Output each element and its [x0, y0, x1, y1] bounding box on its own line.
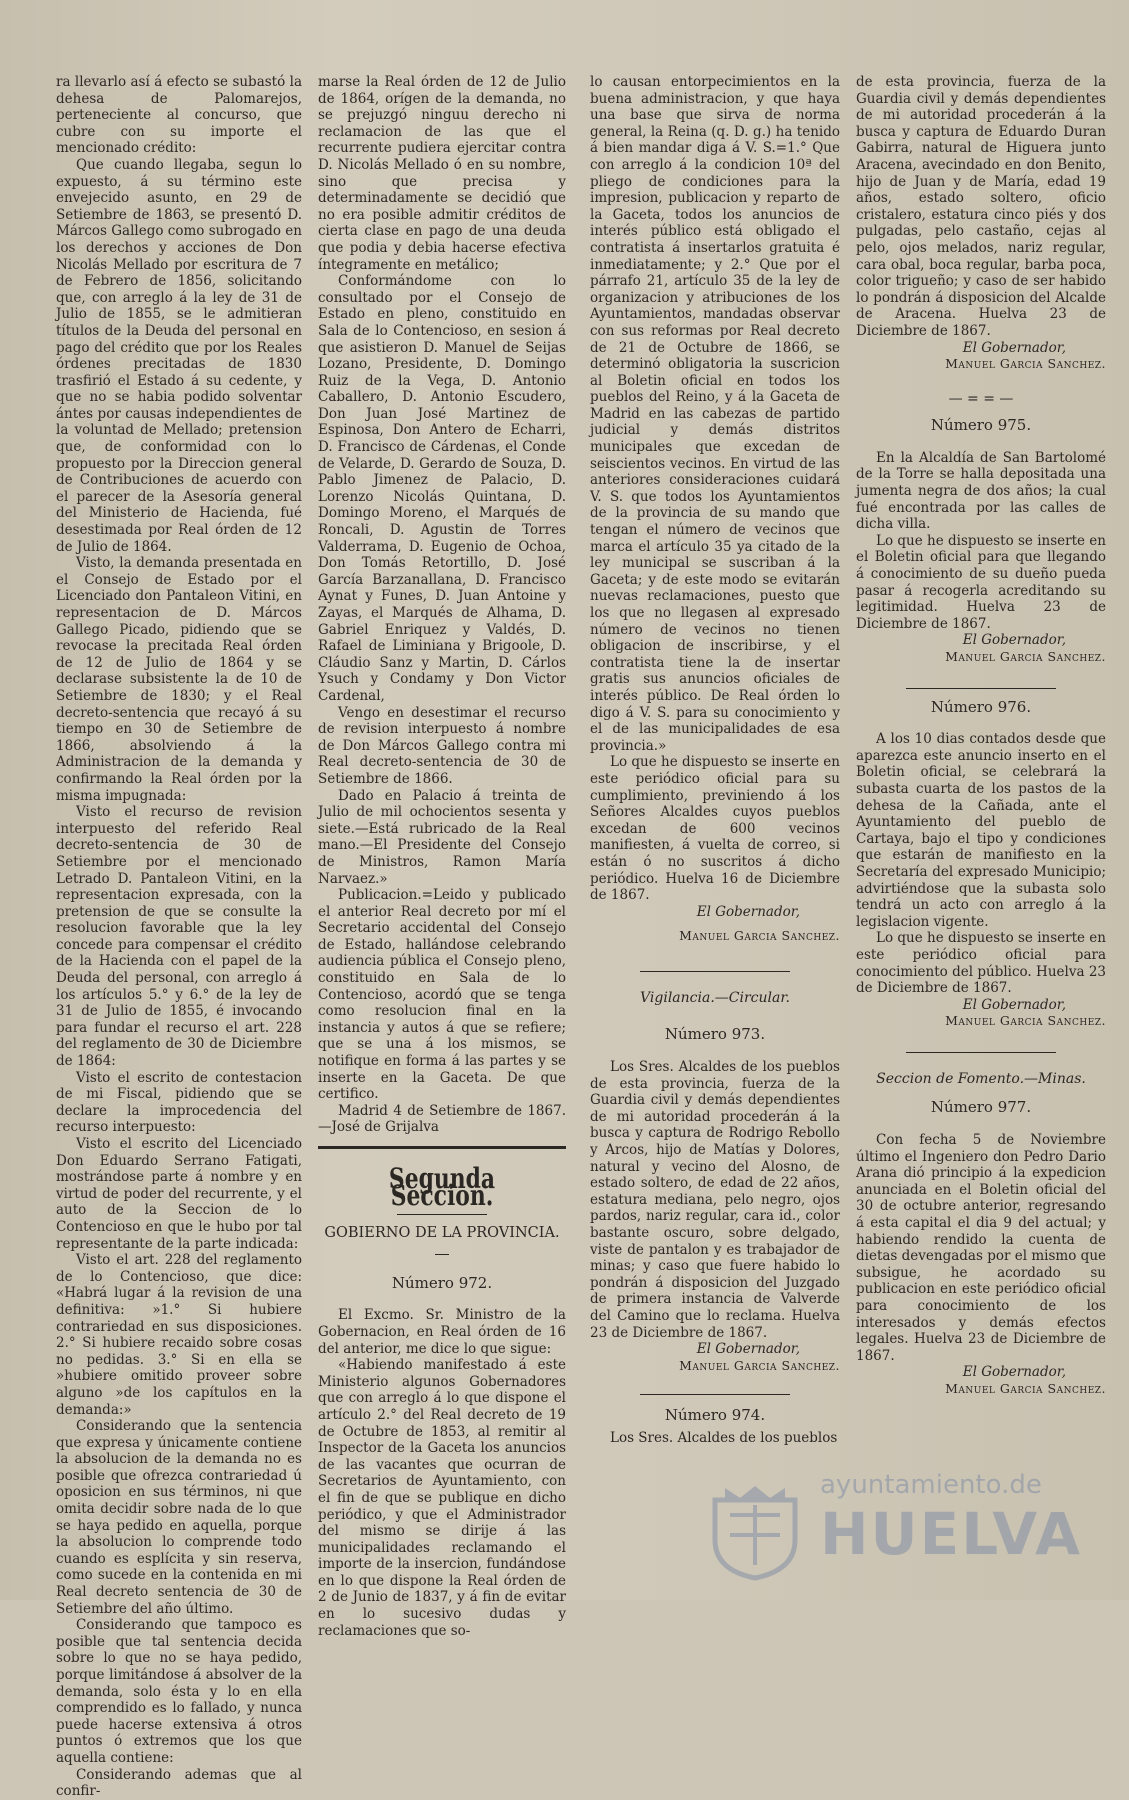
watermark: [700, 1470, 1083, 1590]
paragraph: Visto el escrito del Licenciado Don Eduardo Serrano Fatigati, mostrándose parte á nombre y en virtud de poder del recurrente, y el auto de la Seccion de lo Contencioso en que le hubo por tal representante de la parte indicada:: [56, 1136, 302, 1252]
paragraph: A los 10 dias contados desde que aparezca este anuncio inserto en el Boletin oficial, se celebrará la subasta cuarta de los pastos de la dehesa de la Cañada, ante el Ayuntamiento del pueblo de Cartaya, bajo el tipo y condiciones que estarán de manifiesto en la Secretaría del expresado Municipio; advirtiéndose que la subasta solo tendrá un acto con arreglo á la legislacion vigente.: [856, 731, 1106, 930]
section-divider: [318, 1146, 566, 1149]
notice-number: Número 974.: [664, 1406, 766, 1425]
column-3: [590, 74, 840, 1594]
paragraph: «Habiendo manifestado á este Ministerio algunos Gobernadores que con arreglo á lo que dispone el artículo 2.° del Real decreto de 19 de Octubre de 1853, al remitir al Inspector de la Gaceta los anuncios de las vacantes que ocurran de Secretarios de Ayuntamiento, con el fin de que se publique en dicho periódico, y que el Administrador del mismo se dirije á las municipalidades reclamando el importe de la insercion, fundándose en lo que dispone la Real órden de 2 de Junio de 1837, y á fin de evitar en lo sucesivo dudas y reclamaciones que so-: [318, 1357, 566, 1639]
signature-role: El Gobernador,: [962, 1364, 1066, 1381]
paragraph: Vengo en desestimar el recurso de revision interpuesto á nombre de Don Márcos Gallego contra mi Real decreto-sentencia de 30 de Setiembre de 1866.: [318, 704, 566, 787]
paragraph: marse la Real órden de 12 de Julio de 1864, orígen de la demanda, no se prejuzgó ninguu derecho ni reclamacion de las que el recurrente pudiera ejercitar contra D. Nicolás Mellado ó en su nombre, sino que precisa y determinadamente se decidió que no era posible admitir créditos de cierta clase en pago de una deuda que podia y debia hacerse efectiva íntegramente en metálico;: [318, 74, 566, 273]
notice-number: Número 976.: [930, 697, 1032, 716]
paragraph: El Excmo. Sr. Ministro de la Gobernacion, en Real órden de 16 del anterior, me dice lo que sigue:: [318, 1307, 566, 1357]
signature-name: Manuel Garcia Sanchez.: [679, 928, 840, 944]
government-heading: GOBIERNO DE LA PROVINCIA.: [324, 1225, 560, 1242]
divider: [906, 688, 1056, 689]
column-1: [56, 74, 302, 1800]
divider: [435, 1254, 449, 1255]
watermark-line-1: ayuntamiento.de: [820, 1470, 1042, 1500]
paragraph: Publicacion.=Leido y publicado el anterior Real decreto por mí el Secretario accidental del Consejo de Estado, hallándose celebrando audiencia pública el Consejo pleno, constituido en Sala de lo Contencioso, acordó que se tenga como resolucion final en la instancia y autos á que se refiere; que se una á los mismos, se notifique en forma á las partes y se inserte en la Gaceta. De que certifico.: [318, 887, 566, 1103]
notice-number: Número 975.: [930, 416, 1032, 435]
watermark-line-2: HUELVA: [820, 1500, 1083, 1568]
paragraph: Madrid 4 de Setiembre de 1867.—José de Grijalva: [318, 1102, 566, 1136]
column-4: [856, 74, 1106, 1594]
paragraph: En la Alcaldía de San Bartolomé de la Torre se halla depositada una jumenta negra de dos años; la cual fué encontrada por las calles de dicha villa.: [856, 449, 1106, 533]
signature-name: Manuel Garcia Sanchez.: [679, 1357, 840, 1373]
paragraph: Lo que he dispuesto se inserte en el Boletin oficial para que llegando á conocimiento de su dueño pueda pasar á recogerla acreditando su legitimidad. Huelva 23 de Diciembre de 1867.: [856, 532, 1106, 632]
divider: [397, 1214, 487, 1215]
section-title: Segunda Seccion.: [388, 1162, 496, 1212]
signature-role: El Gobernador,: [696, 903, 800, 920]
crest-icon: [700, 1480, 810, 1580]
signature-name: Manuel Garcia Sanchez.: [945, 649, 1106, 664]
signature-role: El Gobernador,: [962, 996, 1066, 1013]
signature-name: Manuel Garcia Sanchez.: [945, 1380, 1106, 1396]
paragraph: ra llevarlo así á efecto se subastó la dehesa de Palomarejos, perteneciente al concurso, que cubre con su importe el mencionado crédito:: [56, 74, 302, 157]
signature-name: Manuel Garcia Sanchez.: [945, 1013, 1106, 1029]
paragraph: Dado en Palacio á treinta de Julio de mil ochocientos sesenta y siete.—Está rubricado de la Real mano.—El Presidente del Consejo de Ministros, Ramon María Narvaez.»: [318, 787, 566, 887]
paragraph: Con fecha 5 de Noviembre último el Ingeniero don Pedro Dario Arana dió principio á la expedicion anunciada en el Boletin oficial del 30 de octubre anterior, regresando á esta capital el dia 9 del actual; y habiendo rendido la cuenta de dietas devengadas por el mismo que subsigue, he acordado su publicacion en este periódico oficial para conocimiento de los interesados y demás efectos legales. Huelva 23 de Diciembre de 1867.: [856, 1132, 1106, 1364]
paragraph: Los Sres. Alcaldes de los pueblos: [610, 1429, 838, 1446]
paragraph: de esta provincia, fuerza de la Guardia civil y demás dependientes de mi autoridad procederán á la busca y captura de Eduardo Duran Gabirra, natural de Higuera junto Aracena, avecindado en don Benito, hijo de Juan y de María, edad 19 años, estado soltero, oficio cristalero, estatura cinco piés y dos pulgadas, pelo castaño, cejas al pelo, ojos melados, nariz regular, cara obal, boca regular, barba poca, color trigueño; y caso de ser habido lo pondrán á disposicion del Alcalde de Aracena. Huelva 23 de Diciembre de 1867.: [856, 74, 1106, 339]
section-heading: Vigilancia.—Circular.: [640, 989, 790, 1006]
signature-role: El Gobernador,: [962, 632, 1066, 649]
notice-number: Número 972.: [391, 1273, 493, 1292]
paragraph: Visto el escrito de contestacion de mi Fiscal, pidiendo que se declare la improcedencia del recurso interpuesto:: [56, 1069, 302, 1136]
paragraph: Considerando que tampoco es posible que tal sentencia decida sobre lo que no se haya pedido, porque limitándose á absolver de la demanda, solo ésta y lo en ella comprendido es lo fallado, y nunca puede hacerse extensiva á otros puntos ó extremos que los que aquella contiene:: [56, 1617, 302, 1766]
divider: [640, 971, 790, 972]
divider: — = = —: [948, 390, 1014, 407]
paragraph: Visto el art. 228 del reglamento de lo Contencioso, que dice: «Habrá lugar á la revision de una definitiva: »1.° Si hubiere contrariedad en sus disposiciones. 2.° Si hubiere recaido sobre cosas no pedidas. 3.° Si en ella se »hubiere omitido proveer sobre alguno »de los capítulos en la demanda:»: [56, 1252, 302, 1418]
paragraph: Los Sres. Alcaldes de los pueblos de esta provincia, fuerza de la Guardia civil y demás dependientes de mi autoridad procederán á la busca y captura de Rodrigo Rebollo y Arcos, hijo de Matías y Dolores, natural y vecino del Alosno, de estado soltero, de edad de 22 años, estatura mediana, pelo negro, ojos pardos, nariz regular, cara id., color bastante oscuro, sobre delgado, viste de pantalon y es trabajador de minas; y caso que fuere habido lo pondrán á disposicion del Juzgado de primera instancia de Valverde del Camino que lo reclama. Huelva 23 de Diciembre de 1867.: [590, 1059, 840, 1341]
paragraph: Conformándome con lo consultado por el Consejo de Estado en pleno, constituido en Sala de lo Contencioso, en sesion á que asistieron D. Manuel de Seijas Lozano, Presidente, D. Domingo Ruiz de la Vega, D. Antonio Caballero, D. Antonio Escudero, Don Juan José Martinez de Espinosa, Don Antero de Echarri, D. Francisco de Cárdenas, el Conde de Velarde, D. Gerardo de Souza, D. Pablo Jimenez de Palacio, D. Lorenzo Nicolás Quintana, D. Domingo Moreno, el Marqués de Roncali, D. Agustin de Torres Valderrama, D. Eugenio de Ochoa, Don Tomás Retortillo, D. José García Barzanallana, D. Francisco Aynat y Funes, D. Juan Antoine y Zayas, el Marqués de Alhama, D. Gabriel Enriquez y Valdés, D. Rafael de Liminiana y Brigoole, D. Cláudio Sanz y Martin, D. Cárlos Ysuch y Condamy y Don Victor Cardenal,: [318, 273, 566, 704]
paragraph: Considerando ademas que al confir-: [56, 1766, 302, 1800]
paragraph: Lo que he dispuesto se inserte en este periódico oficial para su cumplimiento, previniendo á los Señores Alcaldes cuyos pueblos excedan de 600 vecinos manifiesten, á vuelta de correo, si están ó no suscritos á dicho periódico. Huelva 16 de Diciembre de 1867.: [590, 754, 840, 904]
notice-number: Número 977.: [930, 1098, 1032, 1117]
section-heading: Seccion de Fomento.—Minas.: [876, 1070, 1086, 1087]
paragraph: Visto el recurso de revision interpuesto del referido Real decreto-sentencia de 30 de Setiembre por el mencionado Letrado D. Pantaleon Vitini, en la representacion expresada, con la pretension de que se consulte la resolucion favorable que la ley concede para compensar el crédito de la Hacienda con el papel de la Deuda del personal, con arreglo á los artículos 5.° y 6.° de la ley de 31 de Julio de 1855, é invocando para fundar el recurso el art. 228 del reglamento de 30 de Diciembre de 1864:: [56, 804, 302, 1070]
paragraph: Visto, la demanda presentada en el Consejo de Estado por el Licenciado don Pantaleon Vitini, en representacion de D. Márcos Gallego Picado, pidiendo que se revocase la precitada Real órden de 12 de Julio de 1864 y se declarase subsistente la de 10 de Setiembre de 1830; y el Real decreto-sentencia que recayó á su tiempo en 30 de Setiembre de 1866, absolviendo á la Administracion de la demanda y confirmando la Real órden por la misma impugnada:: [56, 555, 302, 804]
divider: [906, 1052, 1056, 1053]
signature-role: El Gobernador,: [696, 1341, 800, 1358]
notice-number: Número 973.: [664, 1025, 766, 1044]
paragraph: Que cuando llegaba, segun lo expuesto, á su término este envejecido asunto, en 29 de Setiembre de 1863, se presentó D. Márcos Gallego como subrogado en los derechos y acciones de Don Nicolás Mellado por escritura de 7 de Febrero de 1856, solicitando que, con arreglo á la ley de 31 de Julio de 1855, se le admitieran títulos de la Deuda del personal en pago del crédito que por los Reales órdenes precitadas de 1830 trasfirió el Estado á su cedente, y que no se habia podido solventar ántes por causas independientes de la voluntad de Mellado; pretension que, de conformidad con lo propuesto por la Direccion general de Contribuciones de acuerdo con el parecer de la Asesoría general del Ministerio de Hacienda, fué desestimada por Real órden de 12 de Julio de 1864.: [56, 156, 302, 555]
paragraph: Lo que he dispuesto se inserte en este periódico oficial para conocimiento del público. Huelva 23 de Diciembre de 1867.: [856, 930, 1106, 997]
column-2: [318, 74, 566, 1639]
signature-name: Manuel Garcia Sanchez.: [945, 356, 1106, 372]
signature-role: El Gobernador,: [962, 339, 1066, 356]
paragraph: lo causan entorpecimientos en la buena administracion, y que haya una base que sirva de norma general, la Reina (q. D. g.) ha tenido á bien mandar diga á V. S.=1.° Que con arreglo á la condicion 10ª del pliego de condiciones para la impresion, publicacion y reparto de la Gaceta, todos los anuncios de interés público está obligado el contratista á insertarlos gratuita é inmediatamente; y 2.° Que por el párrafo 21, artículo 35 de la ley de organizacion y atribuciones de los Ayuntamientos, mandadas observar con sus reformas por Real decreto de 21 de Octubre de 1866, se determinó obligatoria la suscricion al Boletin oficial en todos los pueblos del Reino, y á la Gaceta de Madrid en las cabezas de partido judicial y demás distritos municipales que excedan de seiscientos vecinos. En virtud de las anteriores consideraciones cuidará V. S. que todos los Ayuntamientos de la provincia de su mando que tengan el número de vecinos que marca el artículo 35 ya citado de la ley municipal se suscriban á la Gaceta; y de este modo se evitarán nuevas reclamaciones, puesto que los que no llegasen al expresado número de vecinos no tienen obligacion de inscribirse, y el contratista tiene la de insertar gratis sus anuncios oficiales de interés público. De Real órden lo digo á V. S. para su conocimiento y el de las municipalidades de esa provincia.»: [590, 74, 840, 754]
paragraph: Considerando que la sentencia que expresa y únicamente contiene la absolucion de la demanda no es posible que ofrezca contrariedad ú oposicion en sus términos, ni que omita decidir sobre nada de lo que se haya pedido en aquella, porque la absolucion lo comprende todo cuando es esplícita y sin reserva, como sucede en la contenida en mi Real decreto sentencia de 30 de Setiembre del año último.: [56, 1418, 302, 1617]
divider: [640, 1394, 790, 1395]
